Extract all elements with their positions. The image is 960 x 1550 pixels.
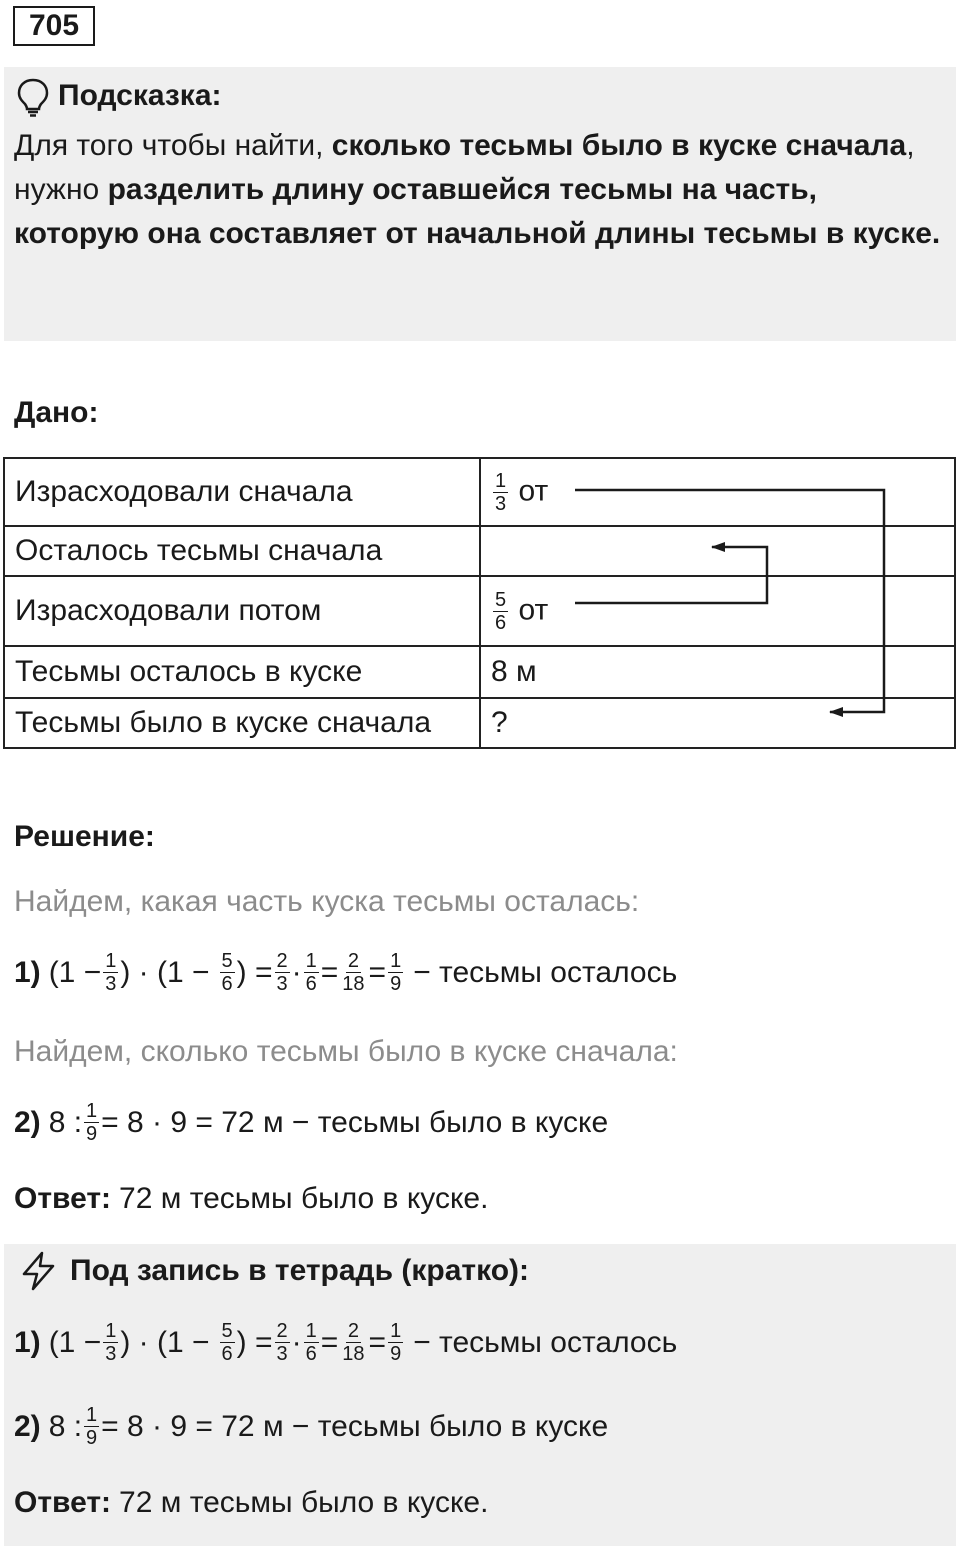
hint-title: Подсказка: <box>58 79 222 112</box>
fraction: $\frac{5}{6}$ <box>495 588 507 634</box>
row-label: Израсходовали сначала <box>4 458 480 526</box>
fraction: $\frac{1}{3}$ <box>495 469 507 515</box>
given-title: Дано: <box>14 396 99 429</box>
brief-step-2: 2) 8 : $\frac{1}{9}$ = 8 · 9 = 72 м − тесьмы было в куске <box>14 1404 609 1449</box>
row-value: ? <box>480 698 955 748</box>
arrow-first-to-last <box>575 490 884 712</box>
row-value: $\frac{5}{6}$ от <box>480 576 955 646</box>
row-value: 8 м <box>480 646 955 698</box>
row-value: $\frac{1}{3}$ от <box>480 458 955 526</box>
hint-text: Для того чтобы найти, сколько тесьмы было в куске сначала, нужно разделить длину оставшейся тесьмы на часть, которую она составляет от начальной длины тесьмы в куске. <box>14 129 941 250</box>
step-1: 1) (1 − $\frac{1}{3}$ ) · (1 − $\frac{5}{6}$ ) = $\frac{2}{3}$ · $\frac{1}{6}$ = $\frac{2}{18}$ = $\frac{1}{9}$ − тесьмы осталось <box>14 950 678 995</box>
step-2: 2) 8 : $\frac{1}{9}$ = 8 · 9 = 72 м − тесьмы было в куске <box>14 1100 609 1145</box>
row-label: Осталось тесьмы сначала <box>4 526 480 576</box>
brief-step-1: 1) (1 − $\frac{1}{3}$ ) · (1 − $\frac{5}{6}$ ) = $\frac{2}{3}$ · $\frac{1}{6}$ = $\frac{2}{18}$ = $\frac{1}{9}$ − тесьмы осталось <box>14 1320 678 1365</box>
solution-note-2: Найдем, сколько тесьмы было в куске сначала: <box>14 1035 678 1068</box>
solution-note-1: Найдем, какая часть куска тесьмы осталась: <box>14 885 640 918</box>
row-label: Тесьмы осталось в куске <box>4 646 480 698</box>
relation-arrows <box>0 0 960 760</box>
lightning-icon <box>18 1250 60 1292</box>
answer: Ответ: 72 м тесьмы было в куске. <box>14 1182 489 1215</box>
brief-title: Под запись в тетрадь (кратко): <box>70 1254 530 1287</box>
row-label: Израсходовали потом <box>4 576 480 646</box>
row-label: Тесьмы было в куске сначала <box>4 698 480 748</box>
brief-answer: Ответ: 72 м тесьмы было в куске. <box>14 1486 489 1519</box>
task-number: 705 <box>13 6 95 46</box>
arrow-third-to-second <box>575 547 767 603</box>
solution-title: Решение: <box>14 820 155 853</box>
